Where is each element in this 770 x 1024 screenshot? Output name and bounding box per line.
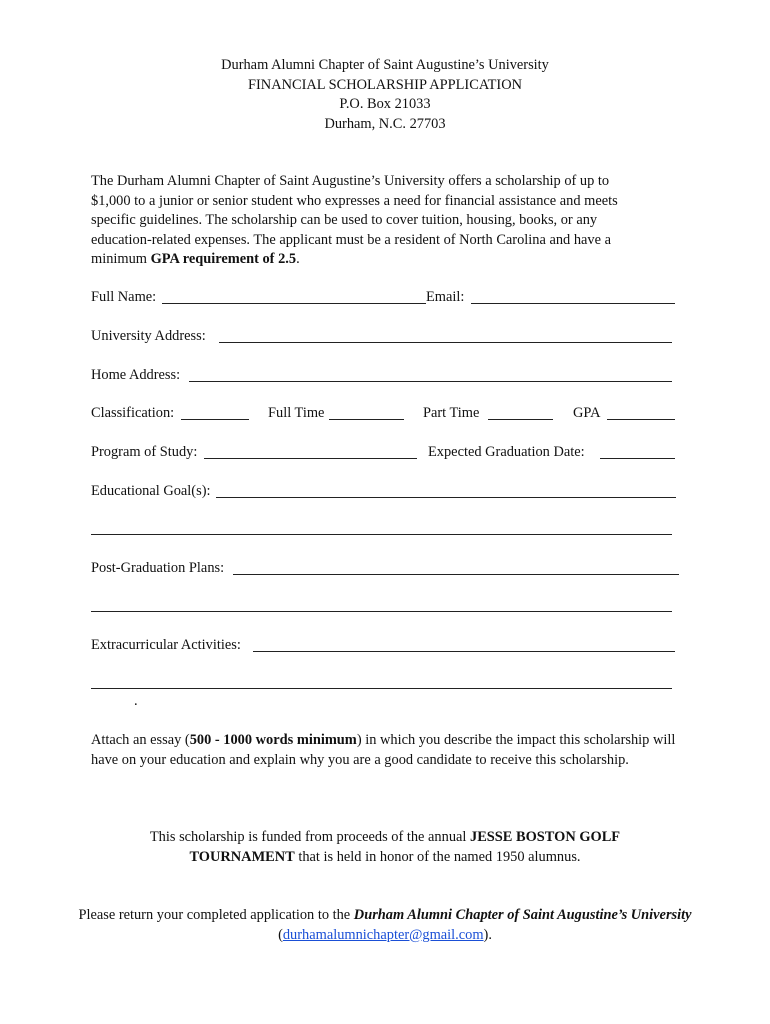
part-time-label: Part Time — [423, 405, 480, 421]
educational-goals-field[interactable] — [216, 497, 676, 498]
city-state-zip: Durham, N.C. 27703 — [324, 115, 446, 132]
full-name-field[interactable] — [162, 303, 426, 304]
full-time-field[interactable] — [329, 419, 404, 420]
educational-goals-label: Educational Goal(s): — [91, 483, 211, 499]
university-address-label: University Address: — [91, 328, 206, 344]
post-graduation-row — [91, 559, 683, 577]
extracurricular-line-2[interactable] — [91, 688, 672, 689]
intro-paragraph — [91, 172, 651, 270]
expected-graduation-label: Expected Graduation Date: — [428, 444, 585, 460]
name-email-row — [91, 288, 681, 306]
expected-graduation-field[interactable] — [600, 458, 675, 459]
funding-pre: This scholarship is funded from proceeds of the annual — [149, 829, 470, 845]
university-address-row — [91, 327, 681, 345]
post-graduation-field[interactable] — [233, 574, 679, 575]
part-time-field[interactable] — [488, 419, 553, 420]
email-field[interactable] — [471, 303, 675, 304]
program-of-study-field[interactable] — [204, 458, 417, 459]
chapter-name: Durham Alumni Chapter of Saint Augustine’s University — [221, 57, 549, 73]
educational-goals-line-2[interactable] — [91, 534, 672, 535]
full-name-label: Full Name: — [91, 289, 157, 305]
program-row — [91, 443, 681, 461]
classification-field[interactable] — [181, 419, 249, 420]
gpa-field[interactable] — [607, 419, 675, 420]
home-address-row — [91, 366, 681, 384]
stray-dot: . — [134, 693, 138, 709]
funding-note — [100, 828, 670, 867]
essay-instructions — [91, 731, 691, 770]
home-address-label: Home Address: — [91, 367, 181, 383]
extracurricular-row — [91, 636, 681, 654]
educational-goals-row — [91, 482, 681, 500]
extracurricular-field[interactable] — [253, 651, 675, 652]
post-graduation-label: Post-Graduation Plans: — [91, 560, 225, 576]
gpa-label: GPA — [573, 405, 601, 421]
gpa-requirement: GPA requirement of 2.5 — [150, 251, 297, 267]
classification-row — [91, 404, 681, 422]
return-post: ). — [483, 926, 492, 943]
program-of-study-label: Program of Study: — [91, 444, 198, 460]
document-title: FINANCIAL SCHOLARSHIP APPLICATION — [248, 76, 522, 93]
university-address-field[interactable] — [219, 342, 672, 343]
return-organization: Durham Alumni Chapter of Saint Augustine’s University — [353, 907, 692, 923]
intro-text: The Durham Alumni Chapter of Saint Augustine’s University offers a scholarship of up to $1,000 to a junior or senior student who expresses a need for financial assistance and meets specific guidelines. The scholarship can be used to cover tuition, housing, books, or any education-related expenses. The applicant must be a resident of North Carolina and have a minimum — [91, 173, 618, 267]
home-address-field[interactable] — [189, 381, 672, 382]
essay-pre: Attach an essay ( — [91, 732, 190, 748]
contact-email-link[interactable]: durhamalumnichapter@gmail.com — [282, 926, 484, 943]
return-instructions — [60, 906, 710, 945]
essay-word-count: 500 - 1000 words minimum — [189, 732, 357, 748]
funding-post: that is held in honor of the named 1950 alumnus. — [294, 848, 581, 865]
full-time-label: Full Time — [268, 405, 325, 421]
document-header — [0, 56, 770, 134]
intro-end: . — [296, 251, 300, 267]
email-label: Email: — [426, 289, 465, 305]
return-mid: ( — [278, 926, 283, 943]
classification-label: Classification: — [91, 405, 175, 421]
essay-post: ) in which you describe the impact this scholarship will have on your education and explain why you are a good candidate to receive this scholarship. — [91, 732, 676, 768]
po-box: P.O. Box 21033 — [339, 96, 431, 112]
tournament-name: JESSE BOSTON GOLF TOURNAMENT — [189, 829, 621, 865]
extracurricular-label: Extracurricular Activities: — [91, 637, 241, 653]
post-graduation-line-2[interactable] — [91, 611, 672, 612]
return-pre: Please return your completed application to the — [78, 907, 354, 923]
